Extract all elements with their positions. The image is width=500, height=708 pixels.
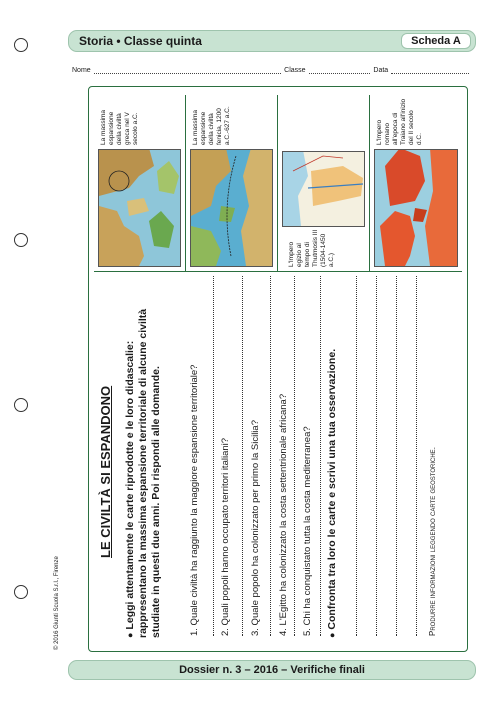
footer-text: Dossier n. 3 – 2016 – Verifiche finali <box>179 664 365 676</box>
map-phoenician-caption: La massima espansione della civiltà fenicia, 1200 a.C.-627 a.C. <box>192 106 231 145</box>
map-greek-caption: La massima espansione della civiltà greca nel V secolo a.C. <box>100 109 139 145</box>
binder-hole <box>14 233 28 247</box>
worksheet-content <box>94 94 462 644</box>
binder-hole <box>14 585 28 599</box>
map-egyptian-caption: L'Impero egizio al tempo di Thutmosis III (1504-1450 a.C.) <box>288 229 335 267</box>
copyright: © 2016 Giunti Scuola S.r.l., Firenze <box>54 556 60 650</box>
map-roman <box>370 95 462 271</box>
student-info-row <box>72 67 472 74</box>
answer-line-2[interactable] <box>242 276 243 636</box>
instruction-body: Leggi attentamente le carte riprodotte e le loro didascalie: rappresentano la massima espansione territoriale di alcune civiltà studiate in questi due anni. Poi rispondi alle domande. <box>124 308 162 638</box>
map-phoenician-image <box>190 149 273 267</box>
map-phoenician <box>186 95 278 271</box>
name-field[interactable] <box>94 67 281 74</box>
skill-note: Produrre informazioni leggendo carte geostoriche. <box>428 447 437 636</box>
class-label: Classe <box>284 67 306 74</box>
footer-bar <box>68 660 476 680</box>
question-2: 2. Quali popoli hanno occupato territori italiani? <box>220 437 231 636</box>
worksheet-title: LE CIVILTÀ SI ESPANDONO <box>98 385 113 558</box>
map-roman-caption: L'Impero romano all'epoca di Traiano all'inizio del II secolo d.C. <box>376 98 423 145</box>
phoenician-map-icon <box>191 149 273 266</box>
question-4: 4. L'Egitto ha colonizzato la costa settentrionale africana? <box>278 393 289 636</box>
scheda-badge: Scheda A <box>401 33 471 49</box>
map-egyptian-image <box>282 151 365 227</box>
question-3: 3. Quale popolo ha colonizzato per primo la Sicilia? <box>250 420 261 636</box>
map-egyptian <box>278 95 370 271</box>
answer-line-1[interactable] <box>213 276 214 636</box>
question-1: 1. Quale civiltà ha raggiunto la maggiore espansione territoriale? <box>189 364 200 636</box>
questions-area <box>94 274 462 644</box>
observation-line-1[interactable] <box>356 276 357 636</box>
binder-hole <box>14 398 28 412</box>
map-greek-image <box>98 149 181 267</box>
map-roman-image <box>374 149 458 267</box>
observation-line-4[interactable] <box>416 276 417 636</box>
answer-line-4[interactable] <box>294 276 295 636</box>
compare-body: Confronta tra loro le carte e scrivi una tua osservazione. <box>326 348 338 630</box>
roman-map-icon <box>375 149 458 266</box>
instruction-text <box>124 278 163 638</box>
header-bar <box>68 30 476 52</box>
greek-map-icon <box>99 149 181 266</box>
answer-line-5[interactable] <box>320 276 321 636</box>
date-field[interactable] <box>391 67 469 74</box>
date-label: Data <box>373 67 389 74</box>
question-5: 5. Chi ha conquistato tutta la costa mediterranea? <box>302 426 313 636</box>
answer-line-3[interactable] <box>270 276 271 636</box>
observation-line-2[interactable] <box>376 276 377 636</box>
compare-instruction <box>326 278 338 638</box>
observation-line-3[interactable] <box>396 276 397 636</box>
egyptian-map-icon <box>283 151 365 226</box>
binder-hole <box>14 38 28 52</box>
map-greek <box>94 95 186 271</box>
name-label: Nome <box>72 67 91 74</box>
maps-column <box>94 96 462 272</box>
header-title: Storia • Classe quinta <box>79 34 202 48</box>
class-field[interactable] <box>309 67 371 74</box>
